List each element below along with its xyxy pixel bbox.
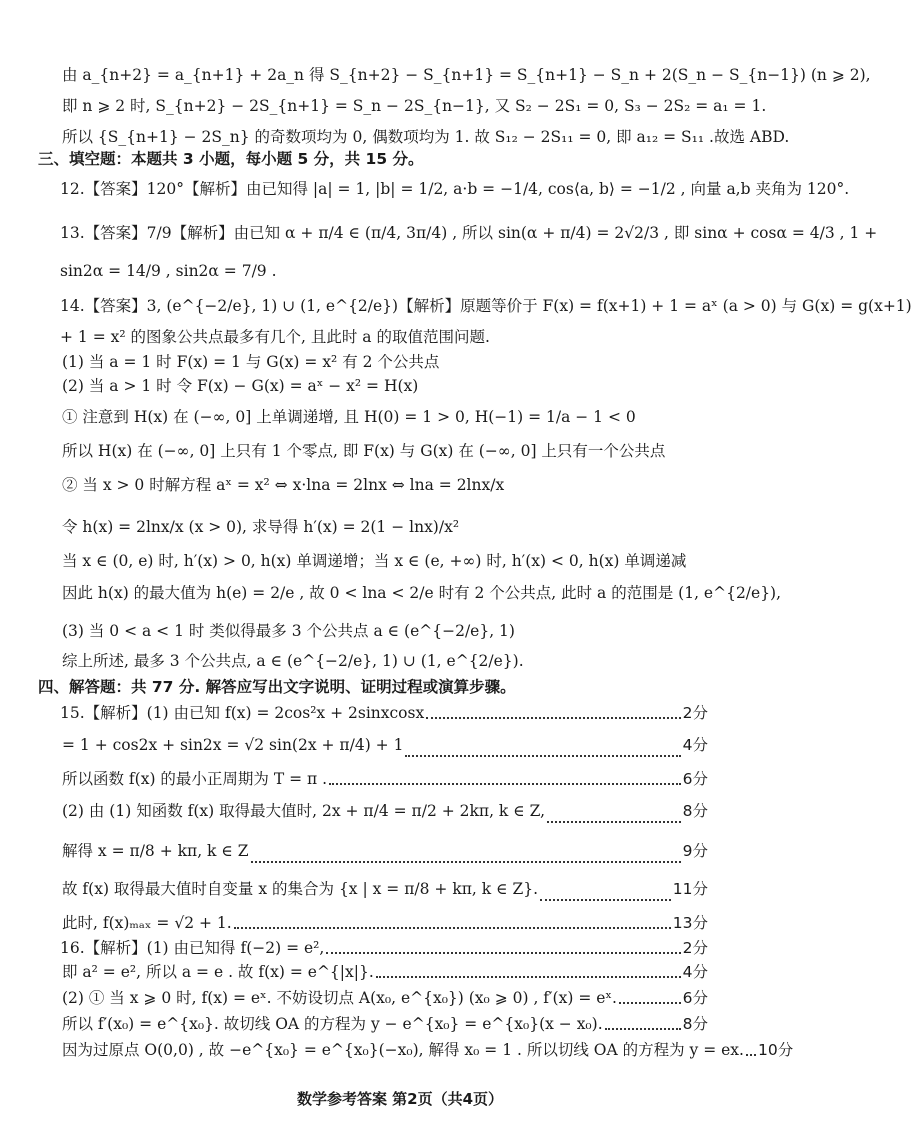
solution-text: 即 a² = e², 所以 a = e . 故 f(x) = e^{|x|}. (62, 963, 374, 981)
leader-dots (540, 899, 671, 901)
text-line: 所以 H(x) 在 (−∞, 0] 上只有 1 个零点, 即 F(x) 与 G(x) 在 (−∞, 0] 上只有一个公共点 (62, 442, 666, 460)
solution-line (62, 961, 708, 983)
leader-dots (746, 1054, 756, 1056)
page-footer: 数学参考答案 第2页（共4页） (296, 1090, 504, 1108)
solution-line (62, 987, 708, 1009)
solution-line (60, 702, 708, 724)
section-heading-solutions: 四、解答题：共 77 分. 解答应写出文字说明、证明过程或演算步骤。 (38, 678, 516, 696)
solution-text: 因为过原点 O(0,0) , 故 −e^{x₀} = e^{x₀}(−x₀), 解得 x₀ = 1 . 所以切线 OA 的方程为 y = ex. (62, 1041, 744, 1059)
solution-line (62, 1039, 794, 1061)
leader-dots (405, 755, 680, 757)
score-label: 2分 (682, 704, 708, 722)
score-label: 6分 (682, 989, 708, 1007)
leader-dots (619, 1002, 681, 1004)
solution-line (60, 937, 708, 959)
solution-line (62, 872, 708, 906)
text-line: 令 h(x) = 2lnx/x (x > 0), 求导得 h′(x) = 2(1 − lnx)/x² (62, 518, 460, 536)
solution-text: 解得 x = π/8 + kπ, k ∈ Z (62, 842, 249, 860)
leader-dots (234, 927, 671, 929)
score-label: 9分 (682, 842, 708, 860)
solution-text: 15.【解析】(1) 由已知 f(x) = 2cos²x + 2sinxcosx (60, 704, 425, 722)
solution-text: 此时, f(x)ₘₐₓ = √2 + 1. (62, 914, 232, 932)
text-line: 由 a_{n+2} = a_{n+1} + 2a_n 得 S_{n+2} − S_{n+1} = S_{n+1} − S_n + 2(S_n − S_{n−1}) (n ⩾ 2), (62, 66, 871, 84)
score-label: 4分 (682, 963, 708, 981)
text-line: 即 n ⩾ 2 时, S_{n+2} − 2S_{n+1} = S_n − 2S_{n−1}, 又 S₂ − 2S₁ = 0, S₃ − 2S₂ = a₁ = 1. (62, 97, 767, 115)
solution-text: 故 f(x) 取得最大值时自变量 x 的集合为 {x | x = π/8 + kπ, k ∈ Z}. (62, 880, 539, 898)
leader-dots (547, 821, 681, 823)
question-14: 14.【答案】3, (e^{−2/e}, 1) ∪ (1, e^{2/e})【解析】原题等价于 F(x) = f(x+1) + 1 = aˣ (a > 0) 与 G(x) = g(x+1) (60, 297, 912, 315)
text-line: ② 当 x > 0 时解方程 aˣ = x² ⇔ x·lna = 2lnx ⇔ lna = 2lnx/x (62, 476, 505, 494)
solution-line (62, 794, 708, 828)
leader-dots (326, 952, 680, 954)
text-line: ① 注意到 H(x) 在 (−∞, 0] 上单调递增, 且 H(0) = 1 > 0, H(−1) = 1/a − 1 < 0 (62, 408, 636, 426)
solution-text: 所以 f′(x₀) = e^{x₀}. 故切线 OA 的方程为 y − e^{x₀} = e^{x₀}(x − x₀). (62, 1015, 603, 1033)
leader-dots (329, 783, 681, 785)
leader-dots (251, 861, 681, 863)
solution-line (62, 1013, 708, 1035)
text-line: (1) 当 a = 1 时 F(x) = 1 与 G(x) = x² 有 2 个公共点 (62, 353, 440, 371)
score-label: 11分 (672, 880, 708, 898)
score-label: 8分 (682, 802, 708, 820)
section-heading-fill-in: 三、填空题：本题共 3 小题，每小题 5 分，共 15 分。 (38, 150, 424, 168)
text-line: 所以 {S_{n+1} − 2S_n} 的奇数项均为 0, 偶数项均为 1. 故 S₁₂ − 2S₁₁ = 0, 即 a₁₂ = S₁₁ .故选 ABD. (62, 128, 790, 146)
leader-dots (376, 976, 681, 978)
score-label: 6分 (682, 770, 708, 788)
text-line: + 1 = x² 的图象公共点最多有几个, 且此时 a 的取值范围问题. (60, 328, 490, 346)
text-line: (3) 当 0 < a < 1 时 类似得最多 3 个公共点 a ∈ (e^{−2/e}, 1) (62, 622, 515, 640)
solution-line (62, 912, 708, 934)
text-line: 因此 h(x) 的最大值为 h(e) = 2/e , 故 0 < lna < 2/e 时有 2 个公共点, 此时 a 的范围是 (1, e^{2/e}), (62, 584, 782, 602)
question-12: 12.【答案】120°【解析】由已知得 |a| = 1, |b| = 1/2, a·b = −1/4, cos⟨a, b⟩ = −1/2 , 向量 a,b 夹角为 120°. (60, 180, 850, 198)
leader-dots (426, 717, 680, 719)
text-line: 当 x ∈ (0, e) 时, h′(x) > 0, h(x) 单调递增；当 x ∈ (e, +∞) 时, h′(x) < 0, h(x) 单调递减 (62, 552, 687, 570)
score-label: 8分 (682, 1015, 708, 1033)
solution-text: (2) ① 当 x ⩾ 0 时, f(x) = eˣ. 不妨设切点 A(x₀, e^{x₀}) (x₀ ⩾ 0) , f′(x) = eˣ. (62, 989, 617, 1007)
solution-text: = 1 + cos2x + sin2x = √2 sin(2x + π/4) + 1 (62, 736, 404, 754)
solution-text: 16.【解析】(1) 由已知得 f(−2) = e², (60, 939, 325, 957)
solution-text: 所以函数 f(x) 的最小正周期为 T = π . (62, 770, 328, 788)
score-label: 10分 (757, 1041, 794, 1059)
score-label: 4分 (682, 736, 708, 754)
score-label: 13分 (672, 914, 708, 932)
solution-text: (2) 由 (1) 知函数 f(x) 取得最大值时, 2x + π/4 = π/2 + 2kπ, k ∈ Z, (62, 802, 546, 820)
text-line: 综上所述, 最多 3 个公共点, a ∈ (e^{−2/e}, 1) ∪ (1, e^{2/e}). (62, 652, 524, 670)
score-label: 2分 (682, 939, 708, 957)
question-13: 13.【答案】7/9【解析】由已知 α + π/4 ∈ (π/4, 3π/4) , 所以 sin(α + π/4) = 2√2/3 , 即 sinα + cosα = 4/3 , 1 + (60, 224, 878, 242)
leader-dots (605, 1028, 681, 1030)
text-line: (2) 当 a > 1 时 令 F(x) − G(x) = aˣ − x² = H(x) (62, 377, 419, 395)
question-13-cont: sin2α = 14/9 , sin2α = 7/9 . (60, 262, 277, 280)
solution-line (62, 834, 708, 868)
solution-line (62, 768, 708, 790)
solution-line (62, 728, 708, 762)
